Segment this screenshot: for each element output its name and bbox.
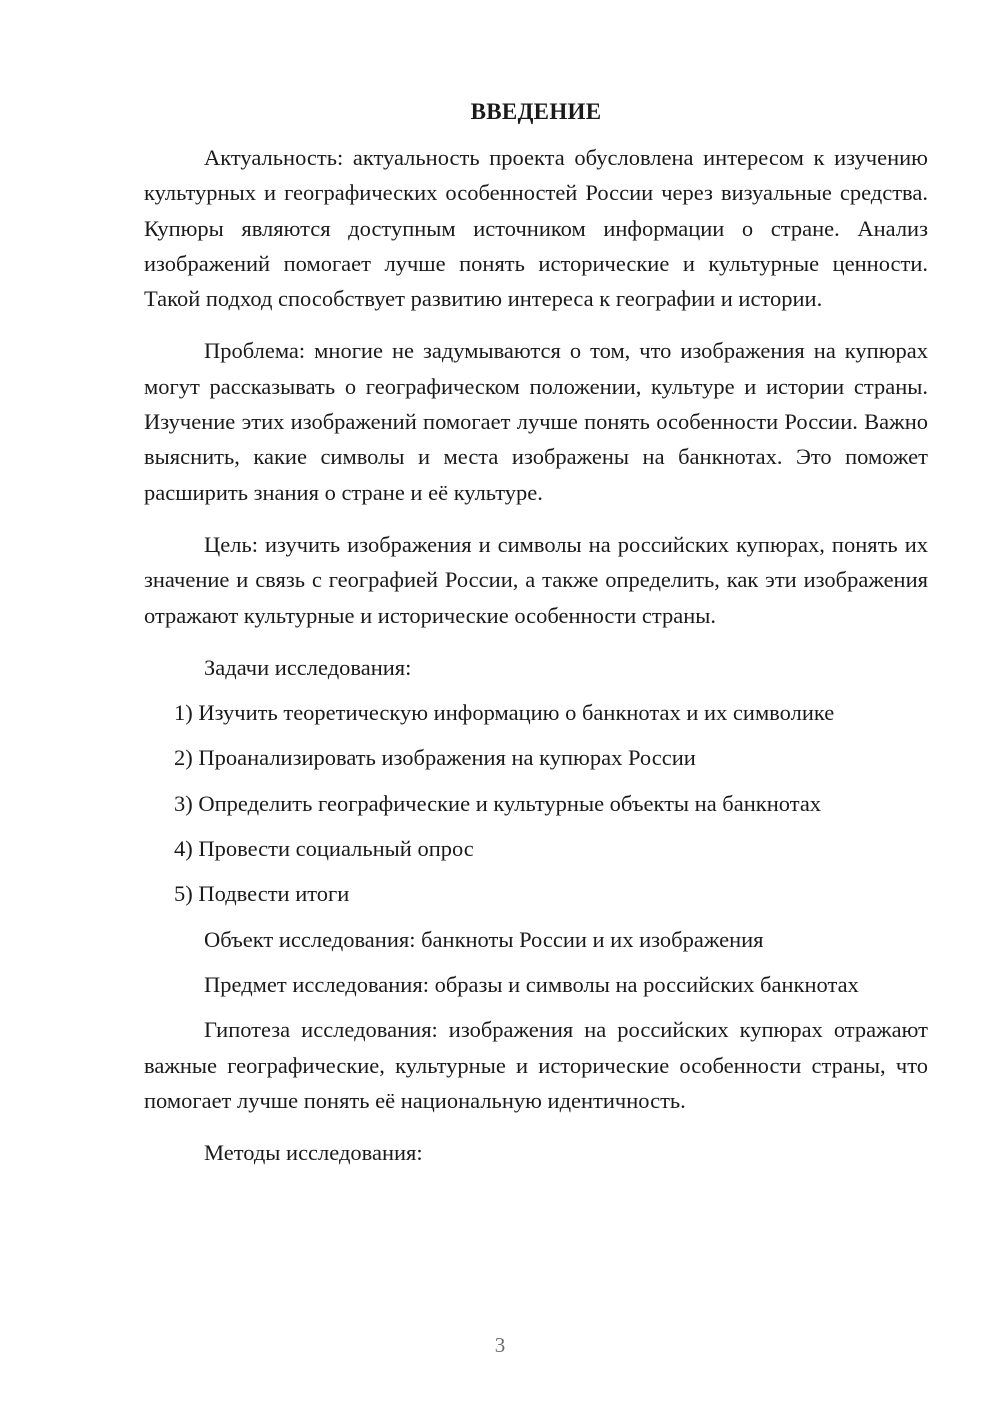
- object-paragraph: Объект исследования: банкноты России и их изображения: [204, 926, 764, 952]
- subject-paragraph: Предмет исследования: образы и символы на российских банкнотах: [204, 971, 859, 997]
- document-page: [144, 94, 928, 1180]
- problem-paragraph: Проблема: многие не задумываются о том, что изображения на купюрах могут рассказывать о географическом положении, культуре и истории страны. Изучение этих изображений помогает лучше понять особенности России. Важно выяснить, какие символы и места изображены на банкнотах. Это поможет расширить знания о стране и её культуре.: [144, 338, 928, 505]
- list-item: 4) Провести социальный опрос: [174, 836, 474, 862]
- list-item: 2) Проанализировать изображения на купюрах России: [174, 745, 696, 771]
- hypothesis-paragraph: Гипотеза исследования: изображения на российских купюрах отражают важные географические, культурные и исторические особенности страны, что помогает лучше понять её национальную идентичность.: [144, 1017, 928, 1113]
- tasks-list: [144, 695, 928, 911]
- section-heading: ВВЕДЕНИЕ: [470, 99, 602, 124]
- methods-title: Методы исследования:: [204, 1140, 423, 1166]
- page-number: 3: [494, 1333, 506, 1357]
- relevance-paragraph: Актуальность: актуальность проекта обусловлена интересом к изучению культурных и географических особенностей России через визуальные средства. Купюры являются доступным источником информации о стране. Анализ изображений помогает лучше понять исторические и культурные ценности. Такой подход способствует развитию интереса к географии и истории.: [144, 145, 928, 312]
- tasks-title: Задачи исследования:: [204, 654, 412, 680]
- list-item: 3) Определить географические и культурные объекты на банкнотах: [174, 790, 822, 816]
- goal-paragraph: Цель: изучить изображения и символы на российских купюрах, понять их значение и связь с географией России, а также определить, как эти изображения отражают культурные и исторические особенности страны.: [144, 531, 928, 628]
- list-item: 1) Изучить теоретическую информацию о банкнотах и их символике: [174, 700, 835, 726]
- list-item: 5) Подвести итоги: [174, 881, 350, 907]
